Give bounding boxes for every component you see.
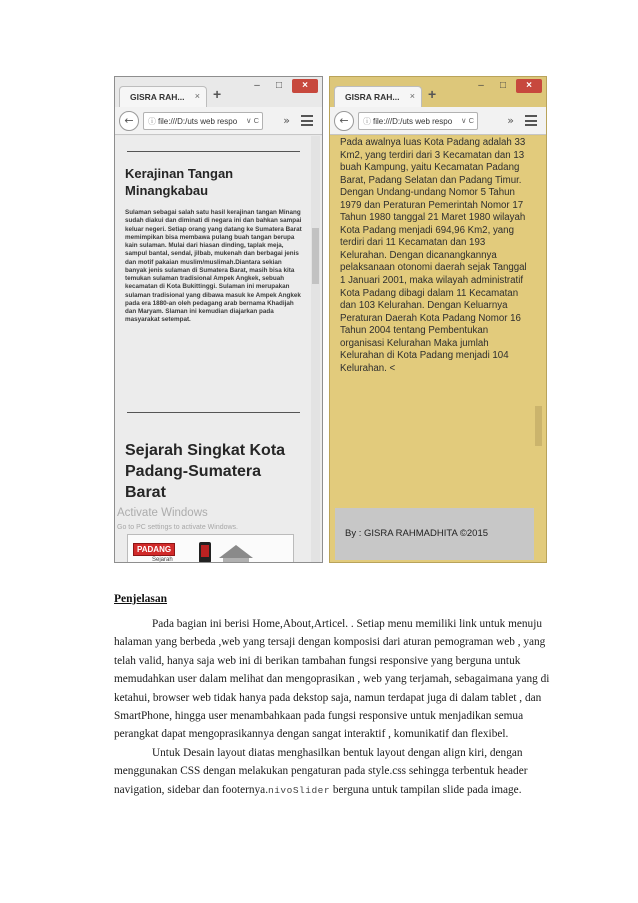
padang-logo: PADANG bbox=[133, 543, 175, 556]
url-text: file:///D:/uts web respo bbox=[158, 117, 238, 126]
tab-close-icon[interactable]: × bbox=[194, 91, 200, 101]
article-paragraph: Sulaman sebagai salah satu hasil kerajinan tangan Minang sudah diakui dan diminati di negara ini dan bahkan sampai keluar negeri. Setiap orang yang datang ke Sumatera Barat memimpikan bisa membawa pulang buah tangan berupa kain sulaman. Mulai dari hiasan dinding, taplak meja, sampul bantal, sendal, jilbab, mukenah dan berbagai jenis dan motif pakaian muslim/muslimah.Diantara sekian banyak jenis sulaman di Sumatera Barat, masih bisa kita temukan sulaman tradisional Ampek Angkek, sebuah kecamatan di Kota Bukittinggi. Sulaman ini merupakan sulaman tradisional yang dibawa masuk ke Ampek Angkek pada era 1880-an oleh pedagang arab bernama Khadijah dan Maryam. Slaman ini kemudian diajarkan pada masyarakat setempat. bbox=[125, 209, 302, 324]
paragraph-text: Untuk Desain layout diatas menghasilkan bentuk layout dengan align kiri, dengan menggunakan CSS dengan melakukan pengaturan pada style.css sehingga terbentuk header navigation, sidebar dan footernya. bbox=[114, 747, 528, 796]
paragraph-text: berguna untuk tampilan slide pada image. bbox=[330, 783, 522, 796]
nav-bar bbox=[330, 107, 546, 135]
image-slider[interactable] bbox=[127, 534, 294, 562]
browser-tab[interactable] bbox=[334, 86, 422, 107]
history-paragraph: Pada awalnya luas Kota Padang adalah 33 Km2, yang terdiri dari 3 Kecamatan dan 13 buah Kampung, yaitu Kecamatan Padang Barat, Padang Selatan dan Padang Timur. Dengan Undang-undang Nomor 5 Tahun 1979 dan Peraturan Pemerintah Nomor 17 Tahun 1980 tanggal 21 Maret 1980 wilayah Kota Padang menjadi 694,96 Km2, yang terdiri dari 11 Kecamatan dan 193 Kelurahan. Dengan dicanangkannya pelaksanaan otonomi daerah sejak Tanggal 1 Januari 2001, maka wilayah administratif Kota Padang dibagi dalam 11 Kecamatan dan 103 Kelurahan. Dengan Keluarnya Peraturan Daerah Kota Padang Nomor 16 Tahun 2004 tentang Pembentukan organisasi Kelurahan Maka jumlah Kelurahan di Kota Padang menjadi 104 Kelurahan. < bbox=[340, 137, 527, 374]
hamburger-menu-icon[interactable] bbox=[525, 115, 537, 129]
tab-title: GISRA RAH... bbox=[345, 92, 400, 102]
browser-window-left bbox=[114, 76, 323, 563]
info-icon: ⓘ bbox=[148, 117, 156, 126]
explanation-paragraph bbox=[114, 744, 568, 800]
close-window-icon[interactable]: × bbox=[516, 79, 542, 93]
minimize-icon[interactable]: – bbox=[254, 80, 260, 91]
maximize-icon[interactable]: □ bbox=[499, 80, 507, 91]
code-term: nivoSlider bbox=[268, 784, 331, 796]
hamburger-menu-icon[interactable] bbox=[301, 115, 313, 129]
section-title: Penjelasan bbox=[114, 593, 168, 605]
browser-tab[interactable] bbox=[119, 86, 207, 107]
page-footer bbox=[335, 508, 534, 560]
url-input[interactable] bbox=[358, 112, 478, 130]
url-text: file:///D:/uts web respo bbox=[373, 117, 453, 126]
divider bbox=[127, 412, 300, 413]
tab-close-icon[interactable]: × bbox=[409, 91, 415, 101]
chevron-more-icon[interactable]: » bbox=[507, 114, 514, 127]
phone-icon bbox=[199, 542, 211, 562]
dropdown-reload-icon[interactable]: ∨ C bbox=[461, 116, 474, 125]
minimize-icon[interactable]: – bbox=[478, 80, 484, 91]
info-icon: ⓘ bbox=[363, 117, 371, 126]
explanation-paragraph: Pada bagian ini berisi Home,About,Articel. . Setiap menu memiliki link untuk menuju halaman yang berbeda ,web yang tersaji dengan komposisi dari aturan pemograman web , yang telah valid, hanya saja web ini di berikan tambahan fungsi responsive yang berguna untuk memudahkan user dalam melihat dan mengoprasikan , web yang terjamah, sebagaimana yang di ketahui, browser web tidak hanya pada dekstop saja, namun terdapat juga di dalam tablet , dan SmartPhone, hingga user menambahkaan pada fungsi responsive untuk menjadikan semua perangkat dapat mengoprasikannya dengan sangat interaktif , komunikatif dan flexibel. bbox=[114, 618, 550, 741]
footer-credit: By : GISRA RAHMADHITA ©2015 bbox=[345, 528, 489, 539]
chevron-more-icon[interactable]: » bbox=[283, 114, 290, 127]
page-content bbox=[330, 136, 546, 562]
divider bbox=[127, 151, 300, 152]
logo-subtitle: Sejarah bbox=[152, 557, 173, 562]
title-bar bbox=[115, 77, 322, 107]
activate-windows-subtext: Go to PC settings to activate Windows. bbox=[117, 524, 238, 531]
close-window-icon[interactable]: × bbox=[292, 79, 318, 93]
browser-window-right bbox=[329, 76, 547, 563]
maximize-icon[interactable]: □ bbox=[275, 80, 283, 91]
new-tab-icon[interactable]: + bbox=[428, 86, 437, 102]
new-tab-icon[interactable]: + bbox=[213, 86, 222, 102]
url-input[interactable] bbox=[143, 112, 263, 130]
back-arrow-icon[interactable]: ← bbox=[119, 111, 139, 131]
activate-windows-watermark: Activate Windows bbox=[117, 507, 208, 519]
article-heading: Sejarah Singkat Kota Padang-Sumatera Barat bbox=[125, 442, 286, 501]
scrollbar-thumb[interactable] bbox=[312, 228, 319, 284]
title-bar bbox=[330, 77, 546, 107]
scrollbar[interactable] bbox=[311, 136, 320, 562]
scrollbar-thumb[interactable] bbox=[535, 406, 542, 446]
scrollbar[interactable] bbox=[534, 136, 543, 508]
back-arrow-icon[interactable]: ← bbox=[334, 111, 354, 131]
page-content bbox=[115, 136, 322, 562]
building-icon bbox=[217, 542, 255, 562]
dropdown-reload-icon[interactable]: ∨ C bbox=[246, 116, 259, 125]
tab-title: GISRA RAH... bbox=[130, 92, 185, 102]
nav-bar bbox=[115, 107, 322, 135]
article-heading: Kerajinan Tangan Minangkabau bbox=[125, 166, 234, 198]
